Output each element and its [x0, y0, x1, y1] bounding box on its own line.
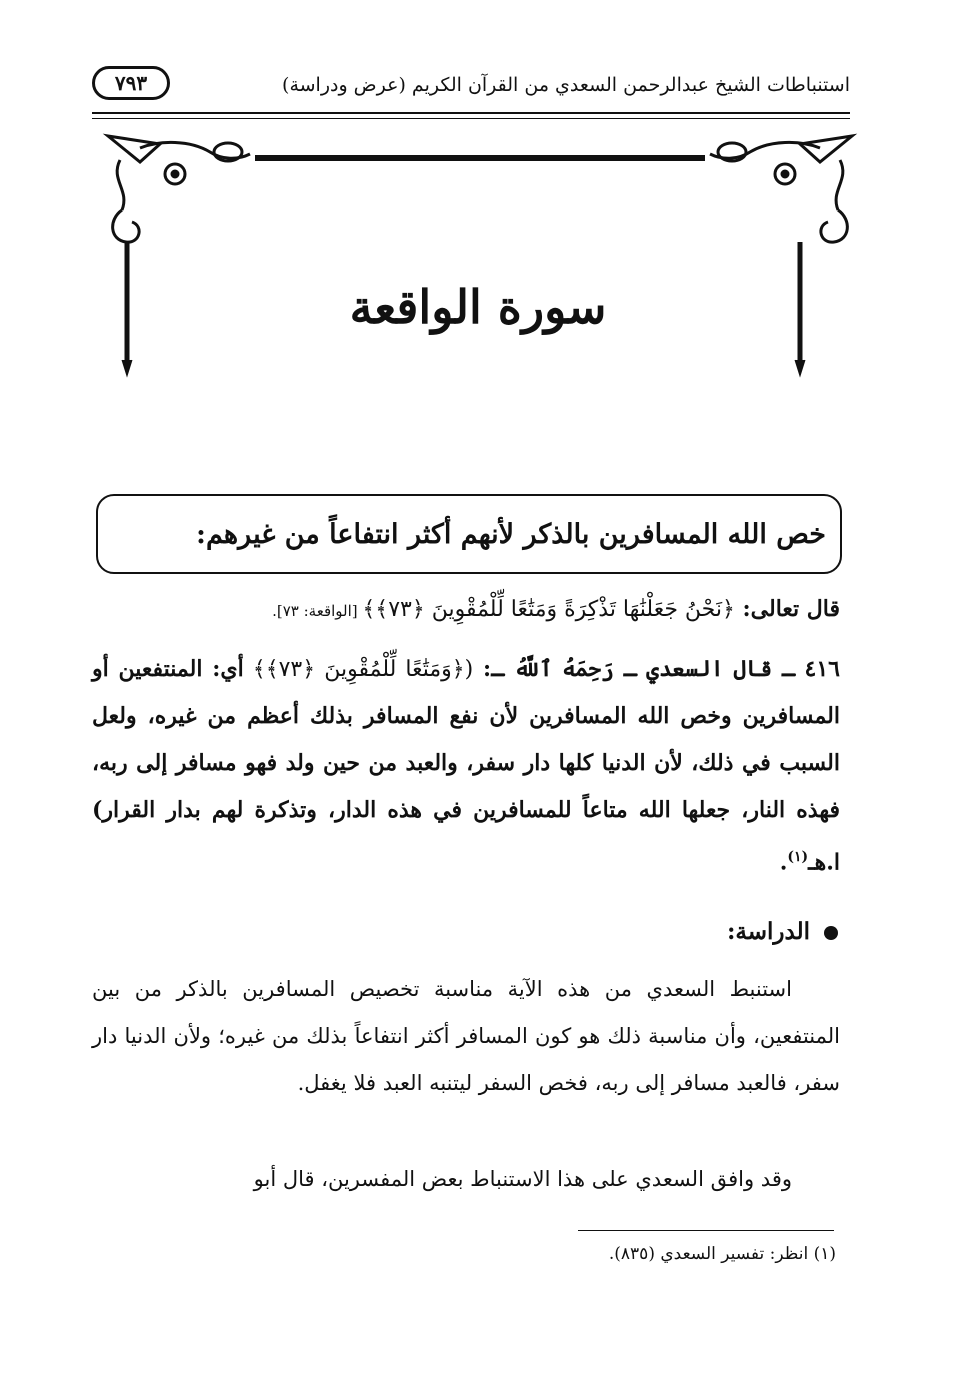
section-title: خص الله المسافرين بالذكر لأنهم أكثر انتفاعاً من غيرهم: — [196, 518, 826, 550]
footnote: (١) انظر: تفسير السعدي (٨٣٥). — [608, 1244, 836, 1264]
quote-end: . — [779, 849, 788, 876]
quote-paragraph — [92, 646, 840, 886]
ornamental-frame-icon — [100, 130, 860, 380]
surah-title: سورة الواقعة — [349, 280, 607, 334]
footnote-rule — [578, 1230, 834, 1231]
study-paragraph-1-text: استنبط السعدي من هذه الآية مناسبة تخصيص المسافرين بالذكر من بين المنتفعين، وأن مناسبة ذلك هو كون المسافر أكثر انتفاعاً بذلك من غيره؛ ولأن الدنيا دار سفر، فالعبد مسافر إلى ربه، فخص السفر ليتنبه العبد فلا يغفل. — [92, 977, 840, 1095]
ayah-intro: قال تعالى: — [734, 596, 840, 622]
study-heading-text: الدراسة: — [726, 918, 810, 945]
study-paragraph-2 — [92, 1156, 840, 1203]
section-title-box — [96, 494, 842, 574]
quote-ayah-fragment: (﴿وَمَتَٰعًا لِّلْمُقْوِينَ ﴿٧٣﴾﴾ — [243, 657, 474, 682]
header-rule-thin — [92, 118, 850, 119]
bullet-icon — [824, 926, 838, 940]
ayah-reference: [الواقعة: ٧٣]. — [272, 602, 363, 620]
ayah-line — [92, 586, 840, 635]
quote-body: أي: المنتفعين أو المسافرين وخص الله المسافرين لأن نفع المسافر بذلك أعظم من غيره، ولعل السبب في ذلك، لأن الدنيا كلها دار سفر، والعبد من حين ولد فهو مسافر إلى ربه، فهذه النار، جعلها الله متاعاً للمسافرين في هذه الدار، وتذكرة لهم بدار القرار) ا.هـ — [92, 656, 840, 876]
footnote-marker: (١) — [787, 849, 809, 865]
book-title: استنباطات الشيخ عبدالرحمن السعدي من القرآن الكريم (عرض ودراسة) — [282, 74, 850, 96]
page-number-badge: ٧٩٣ — [92, 66, 170, 100]
header-rule — [92, 112, 850, 114]
ayah-text: ﴿نَحْنُ جَعَلْنَٰهَا تَذْكِرَةً وَمَتَٰعًا لِّلْمُقْوِينَ ﴿٧٣﴾﴾ — [362, 597, 735, 622]
study-paragraph-2-text: وقد وافق السعدي على هذا الاستنباط بعض المفسرين، قال أبو — [253, 1167, 792, 1191]
study-paragraph-1 — [92, 966, 840, 1107]
study-heading — [727, 918, 838, 945]
quote-speaker: ٤١٦ ـ قال السعدي ـ رَحِمَهُ ٱللَّهُ ـ: — [473, 656, 840, 682]
page-header — [92, 62, 850, 114]
